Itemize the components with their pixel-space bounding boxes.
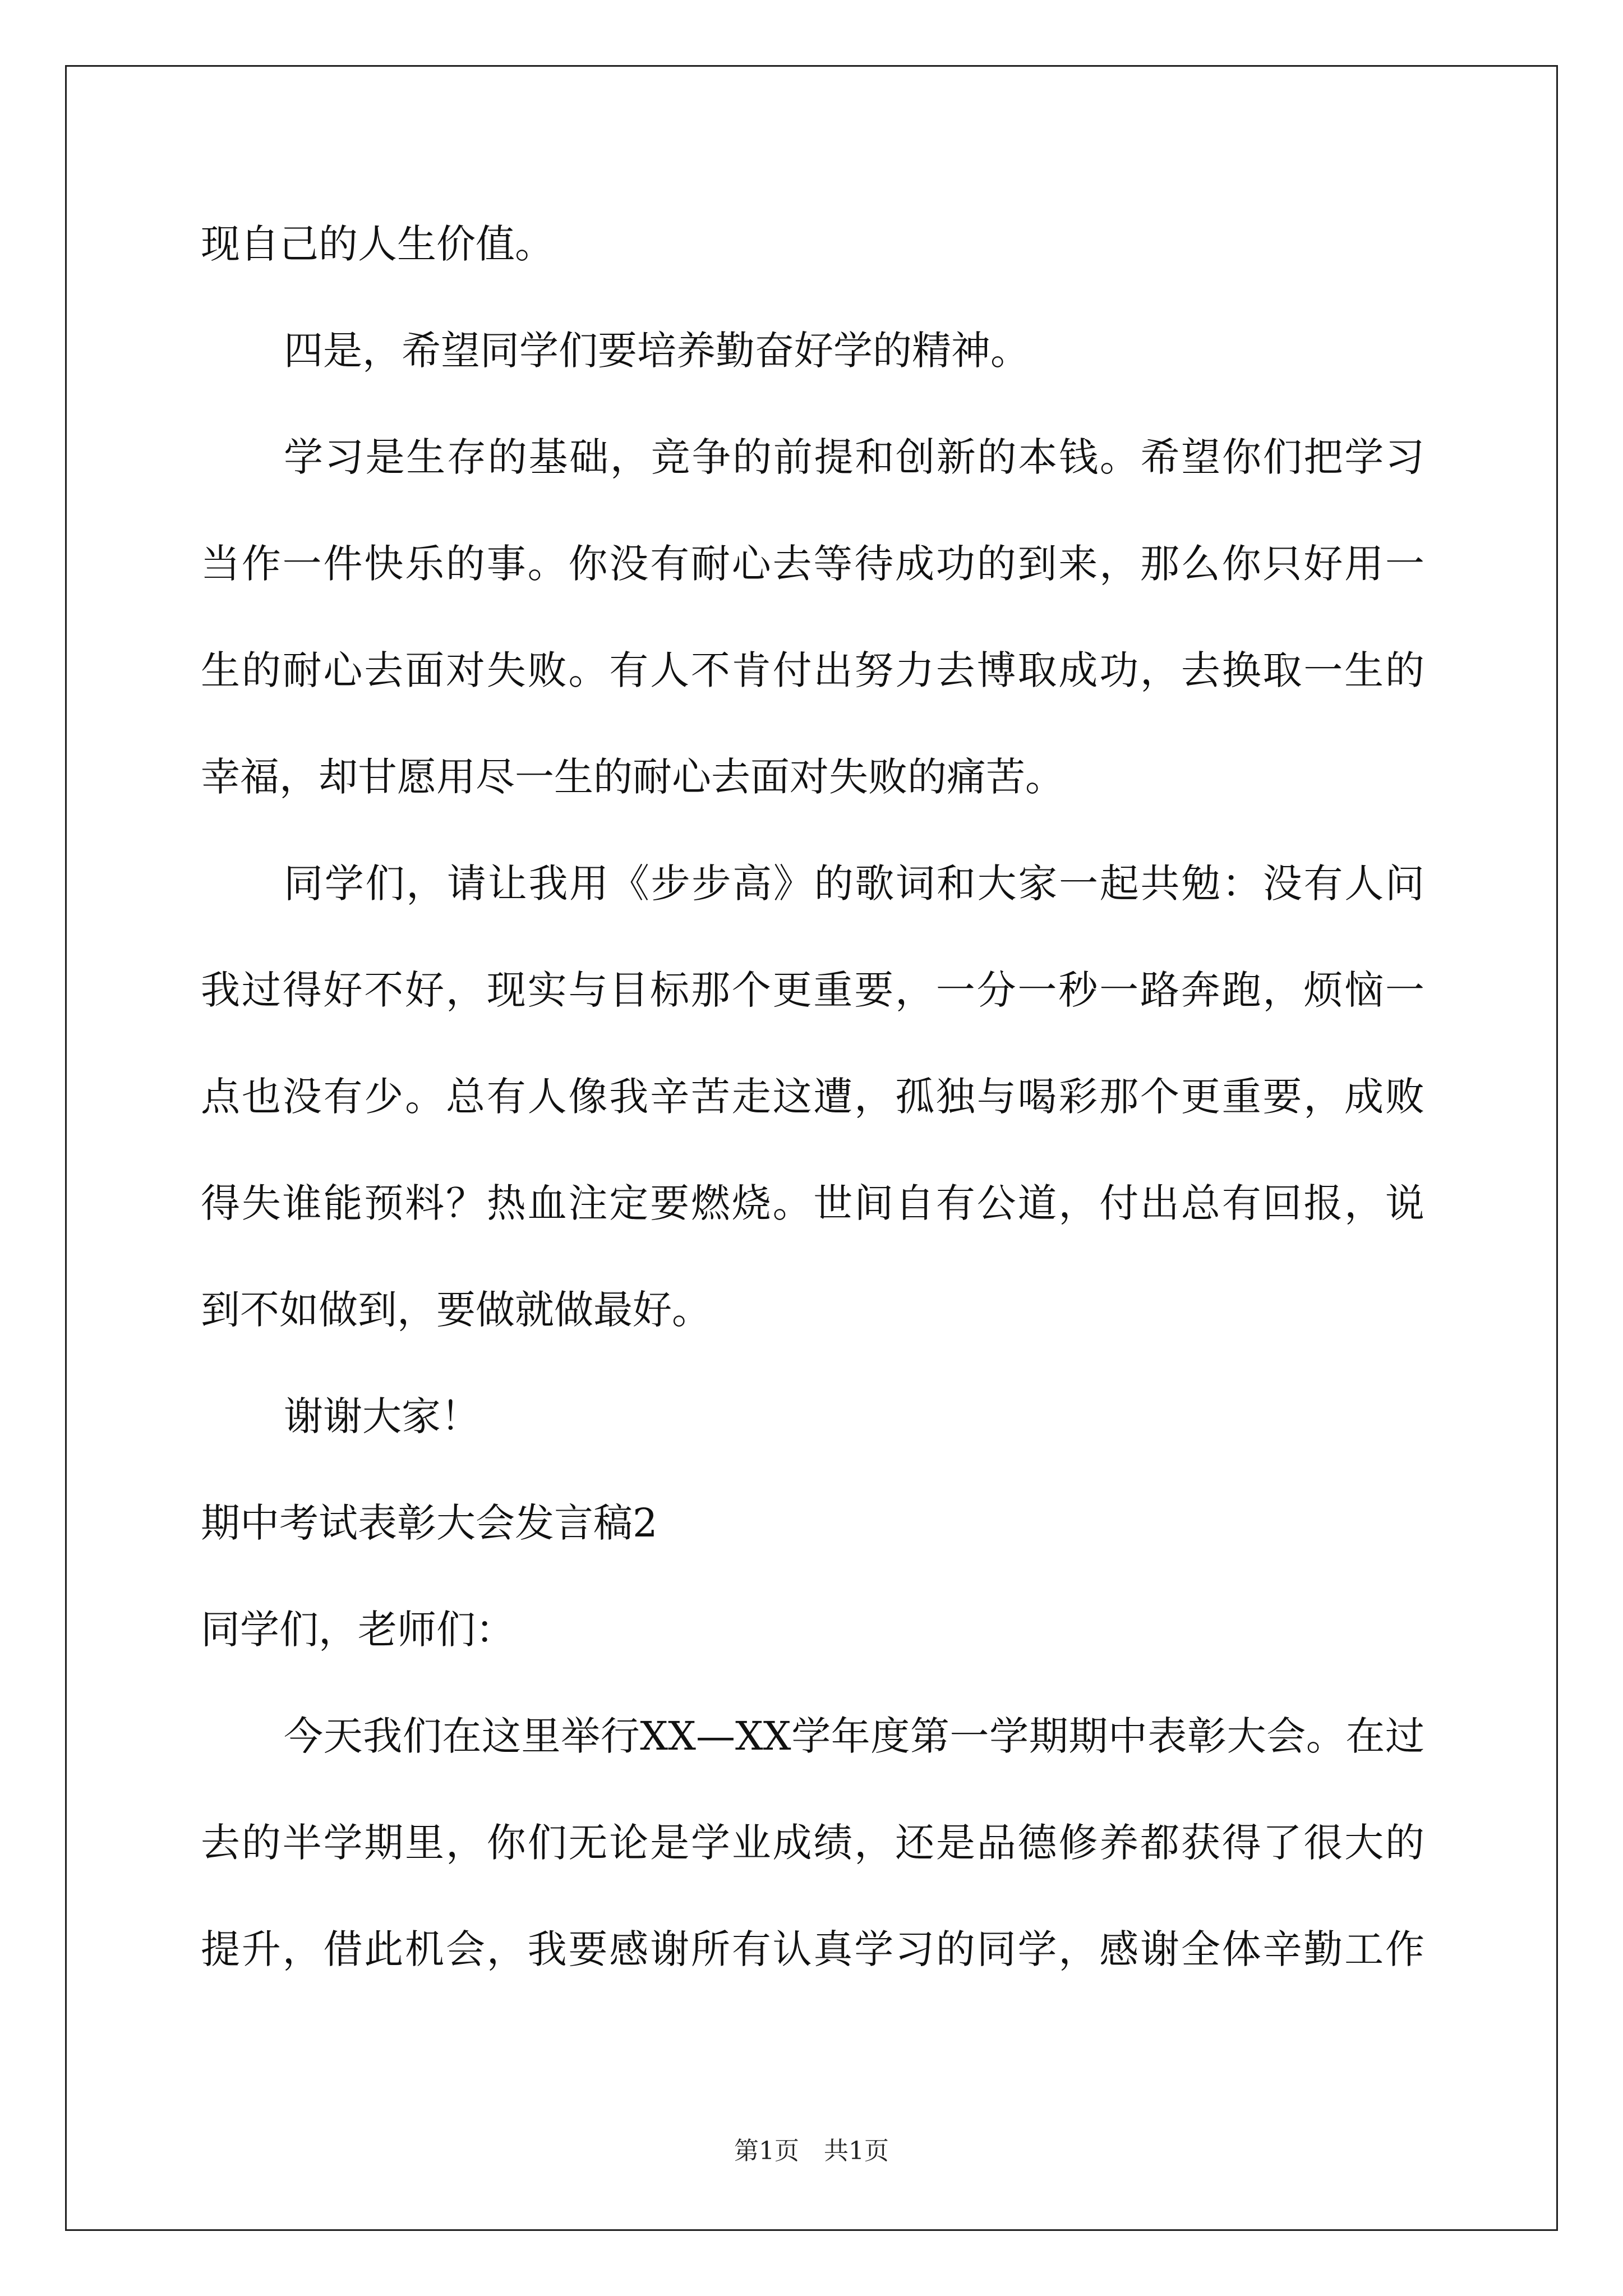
text-line-7: 同学们，请让我用《步步高》的歌词和大家一起共勉：没有人问: [284, 861, 1424, 907]
text-line-8: 我过得好不好，现实与目标那个更重要，一分一秒一路奔跑，烦恼一: [201, 967, 1424, 1013]
text-line-6: 幸福，却甘愿用尽一生的耐心去面对失败的痛苦。: [201, 754, 1064, 800]
text-line-17: 提升，借此机会，我要感谢所有认真学习的同学，感谢全体辛勤工作: [201, 1926, 1424, 1972]
text-line-9: 点也没有少。总有人像我辛苦走这遭，孤独与喝彩那个更重要，成败: [201, 1074, 1424, 1120]
document-body: [201, 191, 1424, 2003]
text-line-15: 今天我们在这里举行XX—XX学年度第一学期期中表彰大会。在过: [284, 1713, 1424, 1759]
text-line-10: 得失谁能预料？热血注定要燃烧。世间自有公道，付出总有回报，说: [201, 1180, 1424, 1226]
salutation: 同学们，老师们：: [201, 1607, 515, 1653]
text-line-16: 去的半学期里，你们无论是学业成绩，还是品德修养都获得了很大的: [201, 1820, 1424, 1866]
closing-thanks: 谢谢大家！: [284, 1393, 480, 1439]
text-line-11: 到不如做到，要做就做最好。: [201, 1287, 711, 1333]
section-heading: 期中考试表彰大会发言稿2: [201, 1500, 658, 1546]
page-footer: 第1页 共1页: [734, 2137, 889, 2165]
text-line-1: 现自己的人生价值。: [201, 221, 554, 267]
text-line-3: 学习是生存的基础，竞争的前提和创新的本钱。希望你们把学习: [284, 434, 1424, 480]
text-line-2: 四是，希望同学们要培养勤奋好学的精神。: [284, 328, 1030, 374]
text-line-5: 生的耐心去面对失败。有人不肯付出努力去博取成功，去换取一生的: [201, 647, 1424, 693]
text-line-4: 当作一件快乐的事。你没有耐心去等待成功的到来，那么你只好用一: [201, 541, 1424, 587]
